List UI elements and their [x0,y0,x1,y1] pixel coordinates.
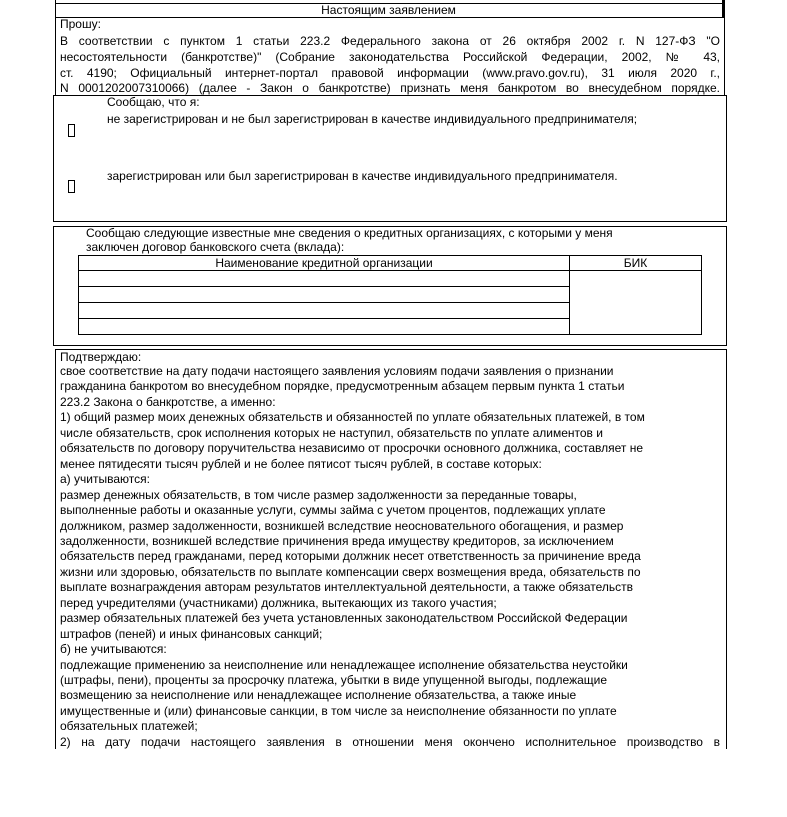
confirm-line: задолженности, возникшей вследствие причинения вреда имуществу кредиторов, за исключением [60,533,614,548]
confirm-line: 2) на дату подачи настоящего заявления в отношении меня окончено исполнительное производство в [60,734,720,749]
confirm-line: выплате вознаграждения авторам результатов интеллектуальной деятельности, а также обязательств [60,580,634,595]
confirm-line: возмещению за неисполнение или ненадлежащее исполнение обязательства, а также иные [60,688,577,703]
confirm-line: гражданина банкротом во внесудебном порядке, предусмотренным абзацем первым пункта 1 статьи [60,379,625,394]
request-line: ст. 4190; Официальный интернет-портал правовой информации (www.pravo.gov.ru), 31 июля 2020 г., [60,66,720,80]
column-header-bik: БИК [570,256,702,271]
confirm-label: Подтверждаю: [60,350,142,364]
confirm-line: перед учредителями (участниками) должника, вытекающих из такого участия; [60,595,497,610]
request-line: N 0001202007310066) (далее - Закон о банкротстве) признать меня банкротом во внесудебном порядке. [60,81,720,95]
bank-name-cell[interactable] [79,303,570,319]
not-entrepreneur-label: не зарегистрирован и не был зарегистрирован в качестве индивидуального предпринимателя; [107,112,638,126]
request-line: В соответствии с пунктом 1 статьи 223.2 Федерального закона от 26 октября 2002 г. N 127-ФЗ "О [60,34,720,48]
confirm-line: обязательств перед гражданами, перед которыми должник несет ответственность за причинение вреда [60,549,641,564]
confirm-line: свое соответствие на дату подачи настоящего заявления условиям подачи заявления о признании [60,364,614,378]
confirm-line: (штрафы, пени), проценты за просрочку платежа, убытки в виде упущенной выгоды, подлежащие [60,673,608,687]
confirm-line: размер денежных обязательств, в том числе размер задолженности за переданные товары, [60,487,577,502]
confirm-line: числе обязательств, срок исполнения которых не наступил, обязательств по уплате алиментов и [60,425,603,440]
confirm-line: 223.2 Закона о банкротстве, а именно: [60,394,276,409]
confirm-line: должником, размер задолженности, возникшей вследствие неосновательного обогащения, и размер [60,518,624,533]
confirm-line: 1) общий размер моих денежных обязательств и обязанностей по уплате обязательных платежей, в том [60,410,645,425]
entrepreneur-checkbox[interactable] [68,180,75,193]
column-header-bank-name: Наименование кредитной организации [79,256,570,271]
confirm-line: менее пятидесяти тысяч рублей и не более пятисот тысяч рублей, в составе которых: [60,456,542,471]
request-line: несостоятельности (банкротстве)" (Собрание законодательства Российской Федерации, 2002, № 43, [60,50,720,64]
bank-name-cell[interactable] [79,319,570,335]
confirm-line: обязательств по договору поручительства независимо от просрочки основного должника, составляет не [60,441,644,456]
confirm-line: обязательных платежей; [60,719,198,734]
confirm-line: подлежащие применению за неисполнение или ненадлежащее исполнение обязательства неустойки [60,657,628,672]
bik-cell[interactable] [570,271,702,335]
not-entrepreneur-checkbox[interactable] [68,124,75,137]
confirm-line: штрафов (пеней) и иных финансовых санкций; [60,626,323,641]
form-title: Настоящим заявлением [321,3,456,17]
table-header-row [79,256,702,271]
confirm-line: а) учитываются: [60,472,150,487]
confirm-line: б) не учитываются: [60,642,167,657]
bank-name-cell[interactable] [79,287,570,303]
confirm-line: выполненные работы и оказанные услуги, суммы займа с учетом процентов, подлежащих уплате [60,503,606,518]
entrepreneur-label: зарегистрирован или был зарегистрирован в качестве индивидуального предпринимателя. [107,169,618,183]
banks-intro-line: Сообщаю следующие известные мне сведения о кредитных организациях, с которыми у меня [86,226,613,240]
confirm-line: размер обязательных платежей без учета установленных законодательством Российской Федерации [60,611,628,626]
request-label: Прошу: [60,17,101,31]
confirm-line: имущественные и (или) финансовые санкции, в том числе за неисполнение обязанности по уплате [60,703,617,718]
entrepreneur-intro: Сообщаю, что я: [107,95,200,109]
confirm-line: жизни или здоровью, обязательств по выплате компенсации сверх возмещения вреда, обязательств по [60,564,641,579]
table-row [79,271,702,287]
banks-table [78,255,702,335]
bank-name-cell[interactable] [79,271,570,287]
banks-intro-line: заключен договор банковского счета (вклада): [86,240,345,254]
